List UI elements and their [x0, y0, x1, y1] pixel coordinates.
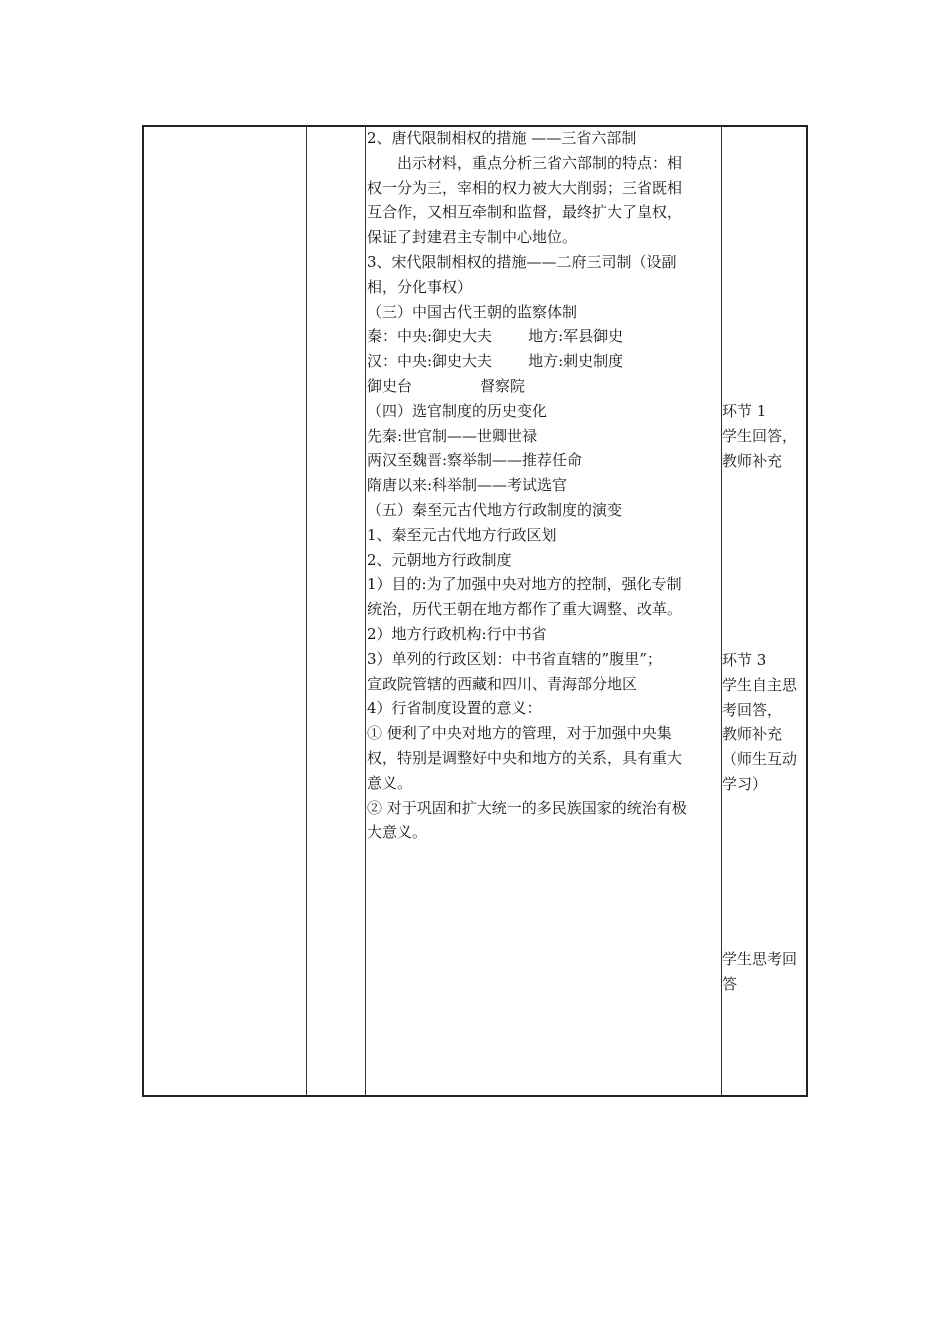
text-line — [367, 374, 721, 399]
text-line: 1）目的:为了加强中央对地方的控制，强化专制 — [367, 575, 682, 594]
section-heading: （五）秦至元古代地方行政制度的演变 — [367, 500, 623, 519]
text-line: 3、宋代限制相权的措施——二府三司制（设副 — [367, 252, 677, 271]
note-line: 环节 1 — [722, 402, 767, 420]
text-line: 大意义。 — [367, 823, 428, 842]
text-line: 先秦:世官制——世卿世禄 — [367, 426, 538, 445]
text-line: ① 便利了中央对地方的管理，对于加强中央集 — [367, 724, 672, 743]
text-segment: 地方:军县御史 — [528, 327, 624, 346]
text-line: 相，分化事权） — [367, 277, 473, 296]
text-line: 保证了封建君主专制中心地位。 — [367, 228, 578, 247]
note-line: 学习） — [722, 774, 768, 793]
text-line: 1、秦至元古代地方行政区划 — [367, 525, 557, 544]
note-line: 答 — [722, 974, 738, 993]
lesson-content-column — [367, 126, 721, 845]
text-line: 两汉至魏晋:察举制——推荐任命 — [367, 451, 583, 470]
note-line: 学生回答， — [722, 426, 798, 445]
note-line: 考回答， — [722, 700, 783, 719]
text-line: 出示材料，重点分析三省六部制的特点：相 — [397, 153, 683, 172]
text-line: 意义。 — [367, 773, 413, 792]
text-line: 隋唐以来:科举制——考试选官 — [367, 476, 568, 495]
text-line: 互合作，又相互牵制和监督，最终扩大了皇权， — [367, 203, 683, 222]
note-line: （师生互动 — [722, 750, 798, 769]
note-line: 学生思考回 — [722, 950, 798, 968]
section-heading: （四）选官制度的历史变化 — [367, 401, 548, 420]
teaching-note-1 — [722, 399, 808, 473]
teaching-note-3 — [722, 947, 808, 997]
section-heading: （三）中国古代王朝的监察体制 — [367, 302, 578, 321]
text-line: ② 对于巩固和扩大统一的多民族国家的统治有极 — [367, 798, 687, 817]
text-segment: 地方:刺史制度 — [528, 352, 624, 371]
text-line: 2、元朝地方行政制度 — [367, 550, 512, 569]
column-divider — [306, 127, 307, 1095]
note-line: 环节 3 — [722, 651, 767, 669]
text-line — [367, 349, 721, 374]
text-segment: 督察院 — [480, 376, 526, 395]
text-line: 权，特别是调整好中央和地方的关系，具有重大 — [367, 748, 683, 767]
text-segment: 御史台 — [367, 376, 413, 395]
note-line: 教师补充 — [722, 451, 783, 470]
teaching-note-2 — [722, 648, 808, 797]
text-line: 4）行省制度设置的意义： — [367, 699, 542, 718]
text-line: 3）单列的行政区划：中书省直辖的”腹里”； — [367, 649, 662, 668]
note-line: 学生自主思 — [722, 675, 798, 694]
note-line: 教师补充 — [722, 725, 783, 744]
text-segment: 汉：中央:御史大夫 — [367, 352, 493, 371]
text-line: 2）地方行政机构:行中书省 — [367, 624, 547, 643]
text-segment: 秦：中央:御史大夫 — [367, 327, 493, 346]
text-line: 宣政院管辖的西藏和四川、青海部分地区 — [367, 674, 638, 693]
text-line: 统治，历代王朝在地方都作了重大调整、改革。 — [367, 600, 683, 619]
text-line: 权一分为三，宰相的权力被大大削弱；三省既相 — [367, 178, 683, 197]
text-line: 2、唐代限制相权的措施 ——三省六部制 — [367, 129, 637, 147]
column-divider — [365, 127, 366, 1095]
text-line — [367, 324, 721, 349]
